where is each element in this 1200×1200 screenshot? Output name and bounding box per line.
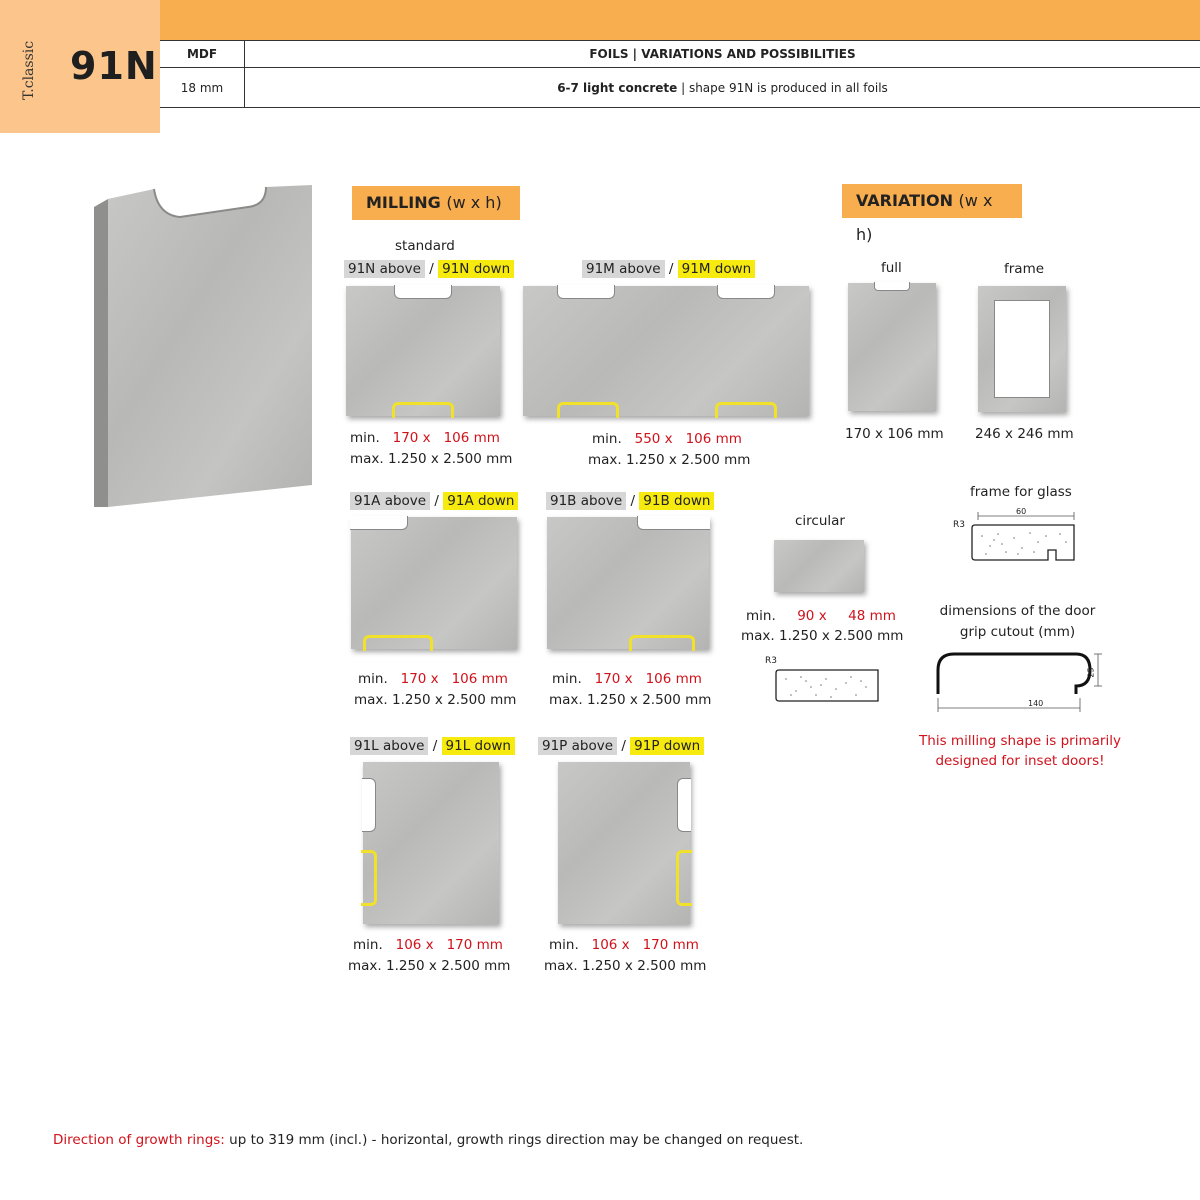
footer-note: Direction of growth rings: up to 319 mm (incl.) - horizontal, growth rings direction may be changed on request. — [53, 1132, 804, 1148]
grip-title-2: grip cutout (mm) — [959, 624, 1076, 640]
panel-91m — [523, 286, 809, 416]
frame-label: frame — [1004, 261, 1045, 277]
header-row-1 — [160, 40, 1200, 68]
brand-logo: T.classic — [21, 40, 37, 100]
dims-91p-min: min. 106 x 170 mm — [549, 937, 699, 953]
thickness-value: 18 mm — [160, 68, 245, 107]
frame-glass-dim: 60 — [1016, 507, 1027, 516]
grip-cutout-diagram — [930, 648, 1110, 718]
circular-label: circular — [795, 513, 845, 529]
dims-91b-max: max. 1.250 x 2.500 mm — [549, 692, 712, 708]
dims-91n-min: min. 170 x 106 mm — [350, 430, 500, 446]
milling-label: MILLING (w x h) — [352, 186, 520, 220]
label-91m: 91M above / 91M down — [582, 261, 755, 277]
full-dims: 170 x 106 mm — [845, 426, 944, 442]
grip-width: 140 — [1028, 699, 1044, 708]
grip-height: 25 — [1086, 667, 1096, 678]
foils-title: FOILS | VARIATIONS AND POSSIBILITIES — [589, 47, 856, 61]
dims-91n-max: max. 1.250 x 2.500 mm — [350, 451, 513, 467]
panel-91a — [351, 517, 517, 649]
frame-glass-r3: R3 — [953, 520, 965, 530]
dims-91l-max: max. 1.250 x 2.500 mm — [348, 958, 511, 974]
foil-description: 6-7 light concrete | shape 91N is produced in all foils — [557, 81, 888, 95]
header-row-2 — [160, 68, 1200, 108]
product-code: 91N — [70, 44, 158, 88]
panel-91n — [346, 286, 500, 416]
standard-label: standard — [395, 238, 455, 254]
frame-glass-profile — [966, 508, 1086, 566]
label-91l: 91L above / 91L down — [350, 738, 515, 754]
panel-circular — [774, 540, 864, 592]
frame-dims: 246 x 246 mm — [975, 426, 1074, 442]
label-91b: 91B above / 91B down — [546, 493, 714, 509]
variation-label: VARIATION (w x h) — [842, 184, 1022, 218]
circular-min: min. 90 x 48 mm — [746, 608, 896, 624]
grip-title-1: dimensions of the door — [939, 603, 1096, 619]
panel-91b — [547, 517, 709, 649]
dims-91b-min: min. 170 x 106 mm — [552, 671, 702, 687]
dims-91a-min: min. 170 x 106 mm — [358, 671, 508, 687]
top-bar — [160, 0, 1200, 40]
panel-91p — [558, 762, 690, 924]
circular-r3: R3 — [765, 656, 777, 666]
dims-91l-min: min. 106 x 170 mm — [353, 937, 503, 953]
inset-note-1: This milling shape is primarily — [919, 733, 1121, 749]
label-91n: 91N above / 91N down — [344, 261, 514, 277]
inset-note-2: designed for inset doors! — [935, 753, 1105, 769]
dims-91m-min: min. 550 x 106 mm — [592, 431, 742, 447]
panel-frame — [978, 286, 1066, 412]
panel-91l — [363, 762, 499, 924]
label-91p: 91P above / 91P down — [538, 738, 704, 754]
panel-full — [848, 283, 936, 411]
dims-91p-max: max. 1.250 x 2.500 mm — [544, 958, 707, 974]
dims-91a-max: max. 1.250 x 2.500 mm — [354, 692, 517, 708]
material-label: MDF — [160, 41, 245, 67]
dims-91m-max: max. 1.250 x 2.500 mm — [588, 452, 751, 468]
circular-max: max. 1.250 x 2.500 mm — [741, 628, 904, 644]
label-91a: 91A above / 91A down — [350, 493, 518, 509]
frame-for-glass-label: frame for glass — [970, 484, 1072, 500]
door-preview-image — [88, 185, 328, 515]
circular-profile — [766, 665, 882, 707]
full-label: full — [881, 260, 902, 276]
